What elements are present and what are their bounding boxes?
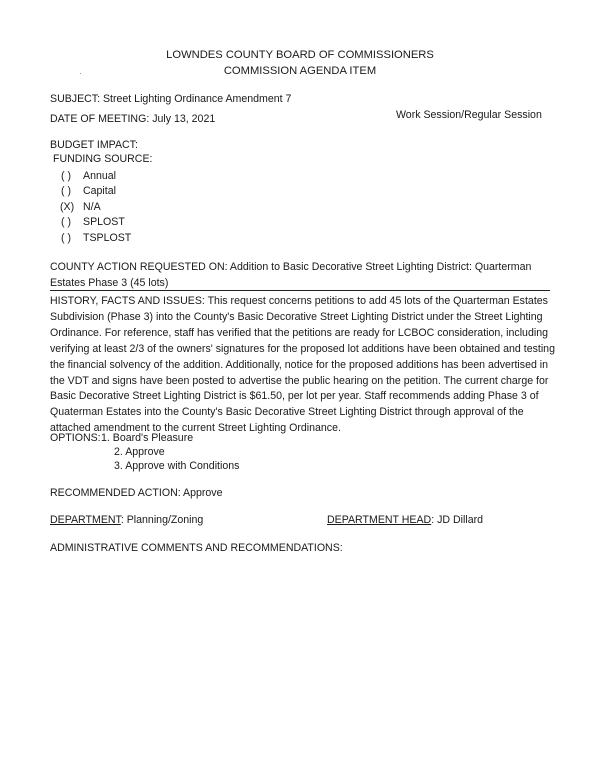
funding-source-label: FUNDING SOURCE:	[53, 153, 153, 165]
funding-option-mark: ( )	[61, 216, 71, 228]
department-head	[327, 514, 483, 526]
funding-option-label: SPLOST	[83, 216, 125, 228]
county-action-requested: COUNTY ACTION REQUESTED ON: Addition to Basic Decorative Street Lighting District: Quarterman Estates Phase 3 (45 lots)	[50, 261, 532, 289]
option-item: 2. Approve	[114, 446, 165, 458]
department-head-value: : JD Dillard	[431, 514, 484, 526]
funding-option-mark: ( )	[61, 185, 71, 197]
doc-title: COMMISSION AGENDA ITEM	[223, 65, 377, 77]
department	[50, 514, 203, 526]
funding-option-label: N/A	[83, 201, 101, 213]
option-item: 1. Board's Pleasure	[101, 432, 194, 444]
date-of-meeting: DATE OF MEETING: July 13, 2021	[50, 113, 216, 125]
recommended-action: RECOMMENDED ACTION: Approve	[50, 487, 223, 499]
divider	[50, 290, 550, 291]
funding-option-mark: ( )	[61, 170, 71, 182]
funding-option-mark: (X)	[60, 201, 75, 213]
department-value: : Planning/Zoning	[120, 514, 204, 526]
funding-option-mark: ( )	[61, 232, 71, 244]
org-title: LOWNDES COUNTY BOARD OF COMMISSIONERS	[166, 49, 434, 61]
options-label: OPTIONS:	[50, 432, 101, 444]
funding-option-label: Annual	[83, 170, 116, 182]
history-facts-issues: HISTORY, FACTS AND ISSUES: This request concerns petitions to add 45 lots of the Quarterman Estates Subdivision (Phase 3) into the County's Basic Decorative Street Lighting District under the Street Lighting Ordinance. For reference, staff has verified that the petitions are ready for LCBOC consideration, including verifying at least 2/3 of the owners' signatures for the proposed lot additions have been obtained and testing the financial solvency of the addition. Additionally, notice for the proposed additions has been advertised in the VDT and signs have been posted to advertise the public hearing on the petition. The current charge for Basic Decorative Street Lighting District is $61.50, per lot per year. Staff recommends adding Phase 3 of Quaterman Estates into the County's Basic Decorative Street Lighting District through approval of the attached amendment to the current Street Lighting Ordinance.	[50, 295, 555, 435]
department-label: DEPARTMENT	[50, 514, 121, 526]
budget-impact-label: BUDGET IMPACT:	[50, 139, 138, 151]
funding-option-label: TSPLOST	[83, 232, 132, 244]
department-head-label: DEPARTMENT HEAD	[327, 514, 432, 526]
session-type: Work Session/Regular Session	[396, 109, 542, 121]
subject: SUBJECT: Street Lighting Ordinance Amendment 7	[50, 93, 292, 105]
administrative-comments-label: ADMINISTRATIVE COMMENTS AND RECOMMENDATIONS:	[50, 542, 343, 554]
funding-option-label: Capital	[83, 185, 116, 197]
option-item: 3. Approve with Conditions	[114, 460, 240, 472]
